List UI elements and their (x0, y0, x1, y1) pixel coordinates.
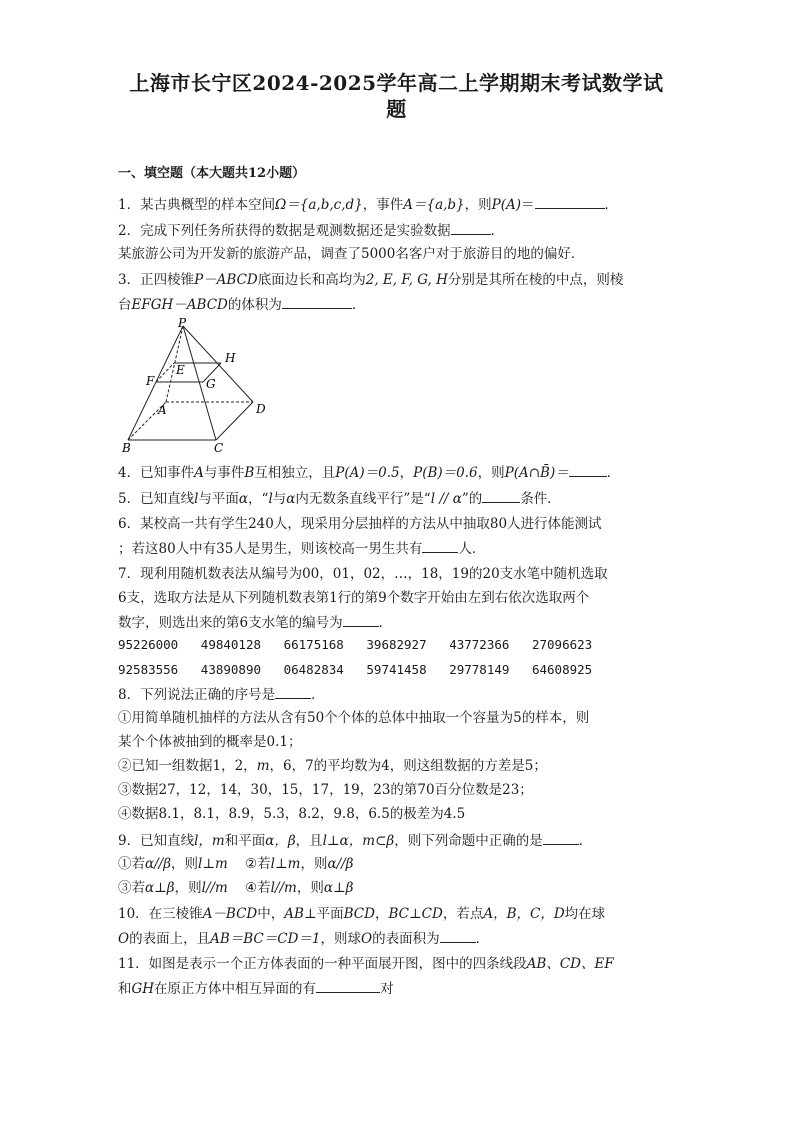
question-6-line-2: ；若这80人中有35人是男生，则该校高一男生共有 人． (118, 538, 485, 559)
vertex-label-h: H (225, 351, 236, 365)
question-6: 6．某校高一共有学生240人，现采用分层抽样的方法从中抽取80人进行体能测试 (118, 516, 602, 532)
answer-blank[interactable] (569, 462, 607, 477)
question-9-options-1-2: ①若α//β，则l⊥m ②若l⊥m，则α//β (118, 856, 354, 872)
question-8-option-3: ③数据27，12，14，30，15，17，19，23的第70百分位数是23； (118, 782, 533, 798)
question-2-context: 某旅游公司为开发新的旅游产品，调查了5000名客户对于旅游目的地的偏好． (118, 246, 585, 262)
answer-blank[interactable] (543, 830, 579, 845)
vertex-label-d: D (256, 402, 266, 416)
pyramid-figure (118, 318, 278, 456)
section-heading: 一、填空题（本大题共12小题） (118, 166, 306, 181)
random-number-row-2: 92583556 43890890 06482834 59741458 29778149 64608925 (118, 662, 593, 677)
question-9-options-3-4: ③若α⊥β，则l//m ④若l//m，则α⊥β (118, 880, 354, 896)
vertex-label-p: P (178, 318, 187, 330)
title-line-1: 上海市长宁区2024-2025学年高二上学期期末考试数学试 (129, 71, 664, 95)
answer-blank[interactable] (282, 294, 352, 309)
question-10-line-2: O的表面上，且AB＝BC＝CD＝1，则球O的表面积为 ． (118, 928, 489, 949)
vertex-label-a: A (158, 403, 167, 417)
question-7-line-2: 6支，选取方法是从下列随机数表第1行的第9个数字开始由左到右依次选取两个 (118, 590, 590, 606)
question-8-option-1: ①用简单随机抽样的方法从含有50个个体的总体中抽取一个容量为5的样本，则 (118, 710, 590, 726)
vertex-label-g: G (206, 377, 216, 391)
question-1: 1．某古典概型的样本空间Ω＝{a,b,c,d}，事件A＝{a,b}，则P(A)＝ ． (118, 194, 618, 215)
answer-blank[interactable] (343, 612, 379, 627)
answer-blank[interactable] (440, 928, 476, 943)
question-7-line-3: 数字，则选出来的第6支水笔的编号为 ． (118, 612, 392, 633)
answer-blank[interactable] (451, 220, 491, 235)
question-7: 7．现利用随机数表法从编号为00，01，02，…，18，19的20支水笔中随机选取 (118, 566, 608, 582)
question-8: 8．下列说法正确的序号是 ． (118, 684, 325, 705)
question-8-option-4: ④数据8.1，8.1，8.9，5.3，8.2，9.8，6.5的极差为4.5 (118, 806, 466, 822)
vertex-label-b: B (122, 441, 131, 455)
page-title (110, 70, 683, 122)
question-8-option-2: ②已知一组数据1，2，m，6，7的平均数为4，则这组数据的方差是5； (118, 758, 547, 774)
question-2: 2．完成下列任务所获得的数据是观测数据还是实验数据 ． (118, 220, 504, 241)
answer-blank[interactable] (482, 488, 520, 503)
vertex-label-e: E (176, 363, 185, 377)
question-9: 9．已知直线l，m和平面α，β，且l⊥α，m⊂β，则下列命题中正确的是 ． (118, 830, 592, 851)
answer-blank[interactable] (535, 194, 605, 209)
answer-blank[interactable] (316, 978, 380, 993)
title-line-2: 题 (386, 97, 407, 121)
vertex-label-f: F (146, 374, 155, 388)
random-number-row-1: 95226000 49840128 66175168 39682927 43772366 27096623 (118, 637, 593, 652)
question-5: 5．已知直线l与平面α，“l与α内无数条直线平行”是“l // α”的 条件． (118, 488, 561, 509)
question-11: 11．如图是表示一个正方体表面的一种平面展开图，图中的四条线段AB、CD、EF (118, 956, 614, 972)
question-10: 10．在三棱锥A－BCD中，AB⊥平面BCD，BC⊥CD，若点A，B，C，D均在球 (118, 906, 606, 922)
answer-blank[interactable] (422, 538, 458, 553)
question-3-line-2: 台EFGH－ABCD的体积为 ． (118, 294, 365, 315)
question-4: 4．已知事件A与事件B互相独立，且P(A)＝0.5，P(B)＝0.6，则P(A∩B̄)＝ ． (118, 462, 620, 483)
question-3: 3．正四棱锥P－ABCD底面边长和高均为2, E, F, G, H分别是其所在棱的中点，则棱 (118, 272, 624, 288)
question-11-line-2: 和GH在原正方体中相互异面的有 对 (118, 978, 394, 999)
answer-blank[interactable] (275, 684, 311, 699)
vertex-label-c: C (214, 441, 224, 455)
question-8-option-1-cont: 某个个体被抽到的概率是0.1； (118, 734, 302, 750)
